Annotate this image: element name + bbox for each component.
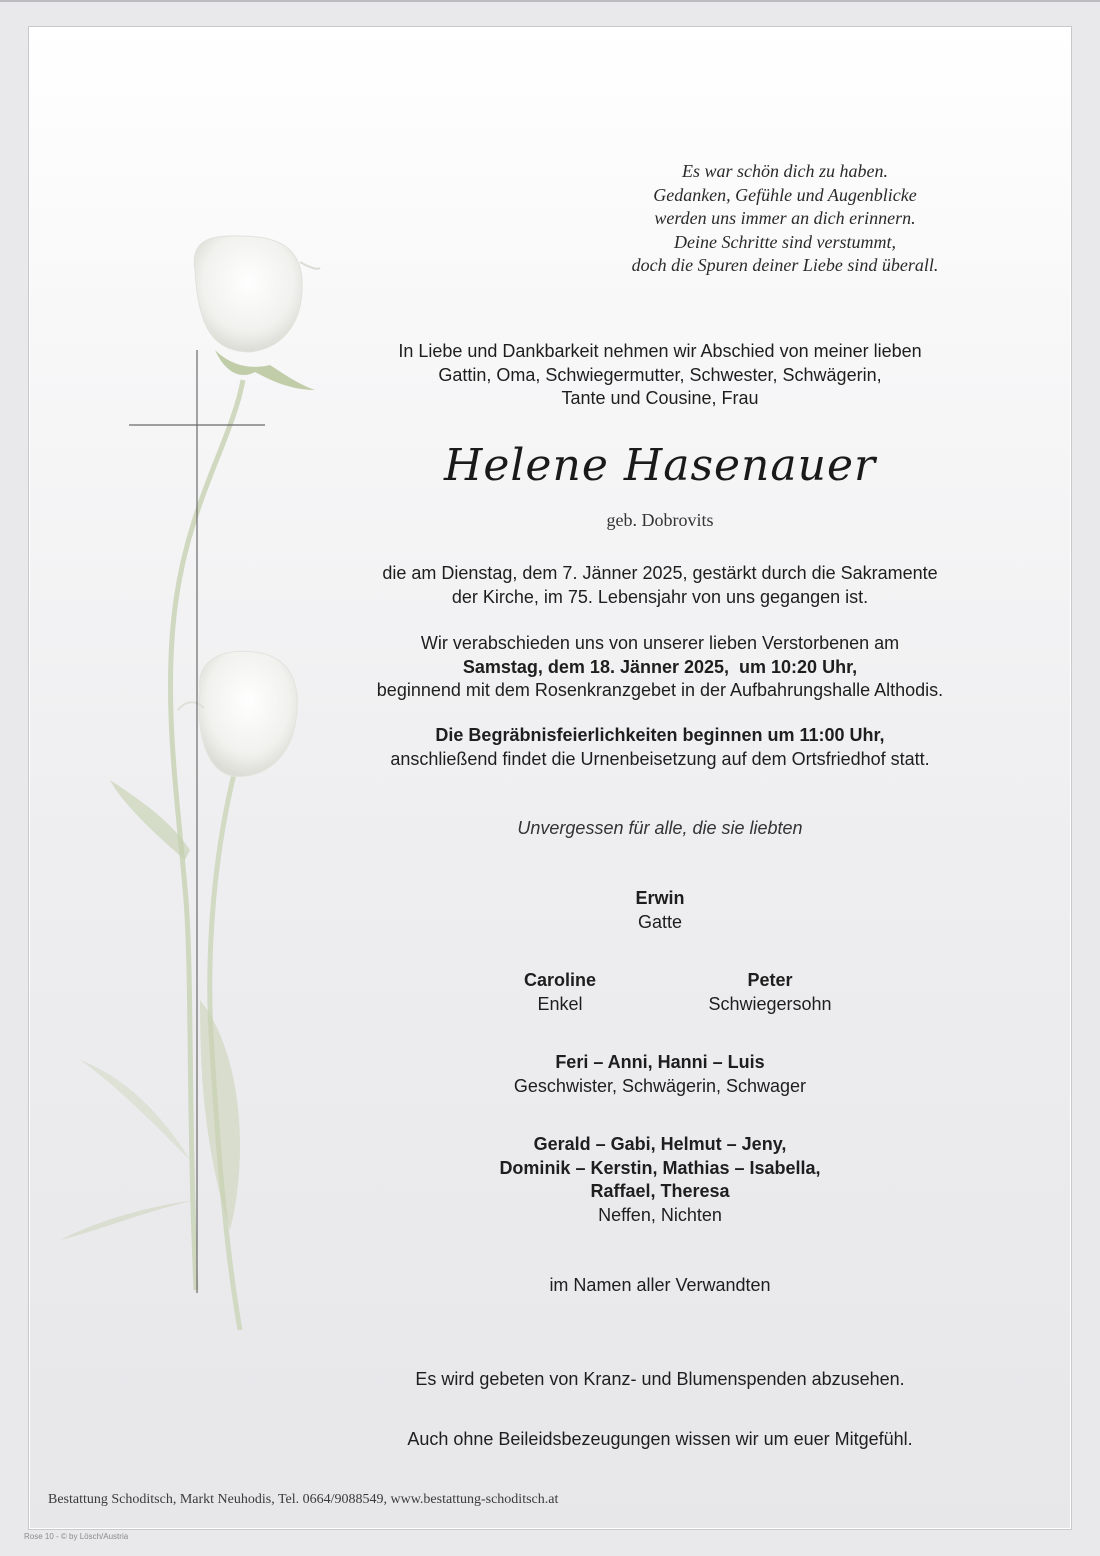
mourner-row xyxy=(440,969,900,1019)
intro-line: Tante und Cousine, Frau xyxy=(561,388,759,408)
death-notice xyxy=(330,562,990,609)
mourner-role: Geschwister, Schwägerin, Schwager xyxy=(513,1075,807,1096)
mourner-role: Schwiegersohn xyxy=(708,993,832,1014)
farewell-notice xyxy=(330,632,990,703)
poem-line: Es war schön dich zu haben. xyxy=(682,161,888,181)
funeral-start xyxy=(330,724,990,748)
mourner-peter xyxy=(670,969,870,1016)
intro-line: Gattin, Oma, Schwiegermutter, Schwester, Schwägerin, xyxy=(438,364,882,385)
mourner-siblings xyxy=(330,1051,990,1098)
donation-request: Es wird gebeten von Kranz- und Blumenspenden abzusehen. xyxy=(415,1369,905,1389)
mourner-name: Caroline xyxy=(523,970,597,990)
mourner-role: Gatte xyxy=(637,911,683,932)
death-line: der Kirche, im 75. Lebensjahr von uns gegangen ist. xyxy=(451,586,869,607)
relatives-line: im Namen aller Verwandten xyxy=(549,1275,771,1295)
mourner-nephews xyxy=(330,1133,990,1227)
mourner-name: Gerald – Gabi, Helmut – Jeny, xyxy=(533,1134,787,1154)
mourner-role: Enkel xyxy=(537,993,583,1014)
farewell-line: Wir verabschieden uns von unserer lieben Verstorbenen am xyxy=(420,633,900,653)
mourner-erwin xyxy=(330,887,990,934)
mourner-name: Feri – Anni, Hanni – Luis xyxy=(555,1052,765,1072)
top-edge-line xyxy=(0,0,1100,2)
poem xyxy=(560,160,1010,278)
mourner-name: Erwin xyxy=(635,888,685,908)
farewell-date xyxy=(330,656,990,680)
funeral-home-footer: Bestattung Schoditsch, Markt Neuhodis, Tel. 0664/9088549, www.bestattung-schoditsch.at xyxy=(48,1492,559,1507)
mourner-name: Dominik – Kerstin, Mathias – Isabella, xyxy=(499,1157,821,1178)
condolence-note: Auch ohne Beileidsbezeugungen wissen wir um euer Mitgefühl. xyxy=(407,1429,913,1449)
poem-line: doch die Spuren deiner Liebe sind überall. xyxy=(631,255,939,275)
poem-line: Deine Schritte sind verstummt, xyxy=(674,231,896,252)
mourner-caroline xyxy=(460,969,660,1016)
born-name: geb. Dobrovits xyxy=(606,510,714,530)
deceased-name: Helene Hasenauer xyxy=(443,440,877,491)
death-line: die am Dienstag, dem 7. Jänner 2025, gestärkt durch die Sakramente xyxy=(382,563,938,583)
intro-line: In Liebe und Dankbarkeit nehmen wir Abschied von meiner lieben xyxy=(398,341,922,361)
remembrance-line: Unvergessen für alle, die sie liebten xyxy=(517,818,803,838)
poem-line: werden uns immer an dich erinnern. xyxy=(654,208,916,228)
farewell-date-text: Samstag, dem 18. Jänner 2025, um 10:20 Uhr, xyxy=(462,656,858,677)
funeral-start-text: Die Begräbnisfeierlichkeiten beginnen um 11:00 Uhr, xyxy=(435,725,885,745)
funeral-line: anschließend findet die Urnenbeisetzung auf dem Ortsfriedhof statt. xyxy=(390,748,930,769)
mourner-name: Raffael, Theresa xyxy=(590,1181,730,1201)
mourner-role: Neffen, Nichten xyxy=(598,1204,722,1225)
farewell-line: beginnend mit dem Rosenkranzgebet in der Aufbahrungshalle Althodis. xyxy=(376,680,944,700)
mourner-name: Peter xyxy=(747,970,793,990)
funeral-notice xyxy=(330,724,990,771)
intro-text xyxy=(330,340,990,411)
poem-line: Gedanken, Gefühle und Augenblicke xyxy=(653,184,917,205)
image-credit: Rose 10 - © by Lösch/Austria xyxy=(24,1532,129,1541)
